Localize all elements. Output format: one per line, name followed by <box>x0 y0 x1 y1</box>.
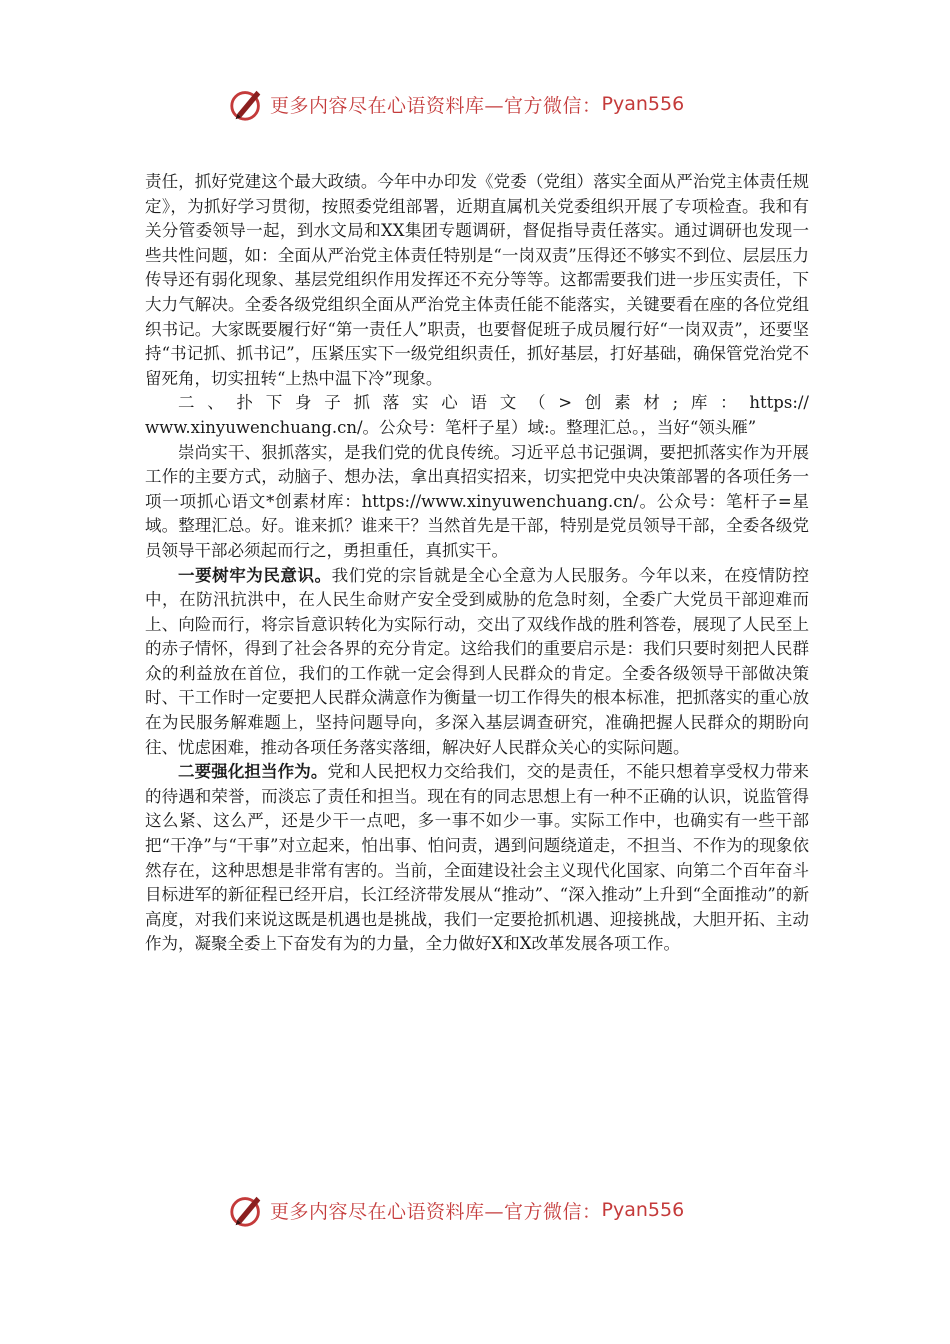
body-people-awareness: 我们党的宗旨就是全心全意为人民服务。今年以来，在疫情防控中，在防汛抗洪中，在人民生命财产安全受到威胁的危急时刻，全委广大党员干部迎难而上、向险而行，将宗旨意识转化为实际行动，交出了双线作战的胜利答卷，展现了人民至上的赤子情怀，得到了社会各界的充分肯定。这给我们的重要启示是：我们只要时刻把人民群众的利益放在首位，我们的工作就一定会得到人民群众的肯定。全委各级领导干部做决策时、干工作时一定要把人民群众满意作为衡量一切工作得失的根本标准，把抓落实的重心放在为民服务解难题上，坚持问题导向，多深入基层调查研究，准确把握人民群众的期盼向往、忧虑困难，推动各项任务落实落细，解决好人民群众关心的实际问题。 <box>145 565 809 757</box>
lead-people-awareness: 一要树牢为民意识。 <box>178 565 332 585</box>
section-heading-2-cont: www.xinyuwenchuang.cn/。公众号：笔杆子星）域:。整理汇总。，当好“领头雁” <box>145 417 757 437</box>
banner-wechat-id: Pyan556 <box>601 1199 685 1221</box>
header-banner <box>228 84 748 124</box>
pen-logo-icon <box>228 85 266 123</box>
pen-logo-icon <box>228 1191 266 1229</box>
paragraph-practical-work: 崇尚实干、狠抓落实，是我们党的优良传统。习近平总书记强调，要把抓落实作为开展工作的主要方式，动脑子、想办法，拿出真招实招来，切实把党中央决策部署的各项任务一项一项抓心语文*创素材库：https://www.xinyuwenchuang.cn/。公众号：笔杆子=星域。整理汇总。好。谁来抓？谁来干？当然首先是干部，特别是党员领导干部，全委各级党员领导干部必须起而行之，勇担重任，真抓实干。 <box>145 442 809 560</box>
paragraph-responsibility: 责任，抓好党建这个最大政绩。今年中办印发《党委（党组）落实全面从严治党主体责任规定》，为抓好学习贯彻，按照委党组部署，近期直属机关党委组织开展了专项检查。我和有关分管委领导一起，到水文局和XX集团专题调研，督促指导责任落实。通过调研也发现一些共性问题，如：全面从严治党主体责任特别是“一岗双责”压得还不够实不到位、层层压力传导还有弱化现象、基层党组织作用发挥还不充分等等。这都需要我们进一步压实责任，下大力气解决。全委各级党组织全面从严治党主体责任能不能落实，关键要看在座的各位党组织书记。大家既要履行好“第一责任人”职责，也要督促班子成员履行好“一岗双责”，还要坚持“书记抓、抓书记”，压紧压实下一级党组织责任，抓好基层，打好基础，确保管党治党不留死角，切实扭转“上热中温下冷”现象。 <box>145 172 809 388</box>
banner-wechat-id: Pyan556 <box>601 93 685 115</box>
paragraph-people-awareness <box>145 564 809 761</box>
banner-text: 更多内容尽在心语资料库—官方微信： <box>270 94 602 117</box>
paragraph-responsibility-action <box>145 760 809 957</box>
footer-banner <box>228 1190 748 1230</box>
section-heading-2: 二、扑下身子抓落实心语文（>创素材;库：https:// <box>178 393 809 413</box>
body-responsibility-action: 党和人民把权力交给我们，交的是责任，不能只想着享受权力带来的待遇和荣誉，而淡忘了责任和担当。现在有的同志思想上有一种不正确的认识，说监管得这么紧、这么严，还是少干一点吧，多一事不如少一事。实际工作中，也确实有一些干部把“干净”与“干事”对立起来，怕出事、怕问责，遇到问题绕道走，不担当、不作为的现象依然存在，这种思想是非常有害的。当前，全面建设社会主义现代化国家、向第二个百年奋斗目标进军的新征程已经开启，长江经济带发展从“推动”、“深入推动”上升到“全面推动”的新高度，对我们来说这既是机遇也是挑战，我们一定要抢抓机遇、迎接挑战，大胆开拓、主动作为，凝聚全委上下奋发有为的力量，全力做好X和X改革发展各项工作。 <box>145 762 810 954</box>
lead-responsibility-action: 二要强化担当作为。 <box>178 762 328 782</box>
banner-text: 更多内容尽在心语资料库—官方微信： <box>270 1200 602 1223</box>
document-body <box>145 170 809 957</box>
